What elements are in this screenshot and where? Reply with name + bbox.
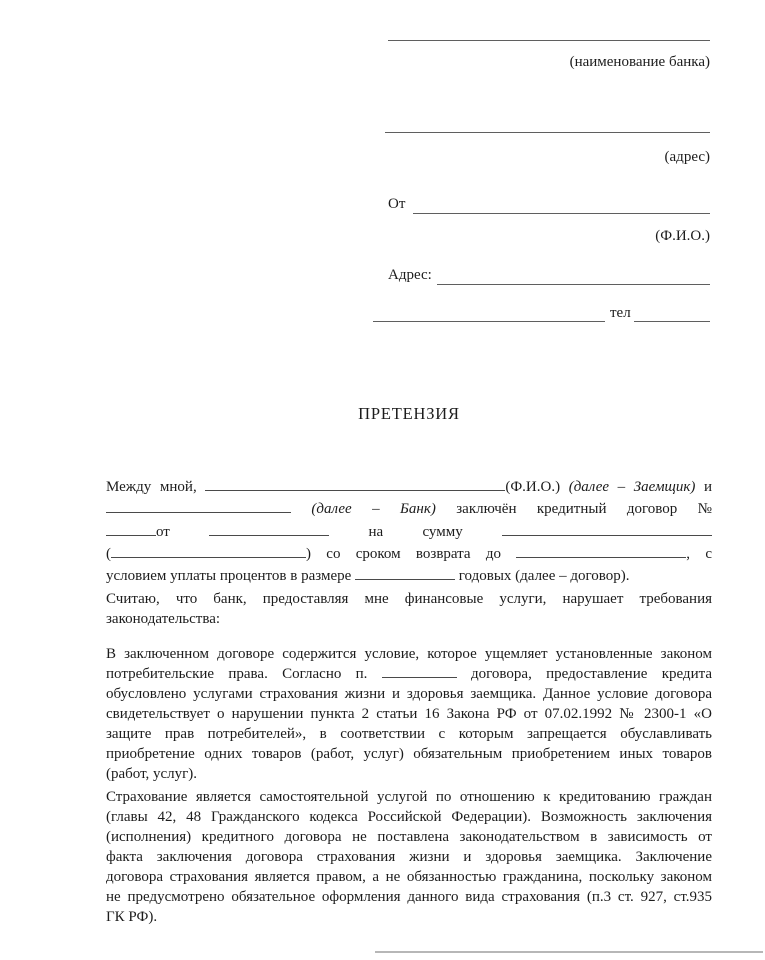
text-line — [106, 609, 712, 629]
blank-underline — [111, 544, 306, 558]
text-segment: заключён кредитный договор № — [456, 501, 712, 518]
text-line — [106, 565, 712, 587]
blank-underline — [382, 664, 457, 678]
text-segment: договора страхования является правом, а не обязанностью гражданина, поскольку законом — [106, 869, 712, 885]
text-segment: на сумму — [368, 523, 463, 540]
text-segment: не предусмотрено обязательное оформления данного вида страхования (п.3 ст. 927, ст.935 — [106, 889, 712, 905]
text-segment: В заключенном договоре содержится условие, которое ущемляет установленные законом — [106, 646, 712, 662]
text-segment: свидетельствует о нарушении пункта 2 статьи 16 Закона РФ от 07.02.1992 № 2300-1 «О — [106, 706, 712, 722]
text-segment: , — [686, 545, 691, 562]
fio-caption: (Ф.И.О.) — [655, 228, 710, 244]
sender-address-blank-line-2 — [373, 321, 605, 322]
text-segment: от — [156, 523, 170, 540]
blank-underline — [106, 522, 156, 536]
italic-text: (далее – Заемщик) — [568, 479, 696, 495]
phone-label: тел — [610, 305, 631, 321]
text-segment: ) — [306, 545, 311, 562]
blank-underline — [516, 544, 686, 558]
text-segment: факта заключения договора страхования жизни и здоровья заемщика. Заключение — [106, 849, 712, 865]
text-line — [106, 684, 712, 704]
text-line — [106, 787, 712, 807]
text-segment: законодательства: — [106, 611, 221, 627]
blank-underline — [106, 499, 291, 513]
text-line — [106, 543, 712, 565]
text-line — [106, 764, 712, 784]
blank-underline — [502, 522, 712, 536]
text-segment: (работ, услуг). — [106, 766, 198, 782]
text-segment: потребительские права. Согласно п. — [106, 666, 368, 682]
text-segment: со сроком возврата до — [326, 545, 501, 562]
text-line — [106, 521, 712, 543]
from-blank-line — [413, 213, 710, 214]
text-segment: Страхование является самостоятельной услугой по отношению к кредитованию граждан — [106, 789, 712, 805]
text-segment: защите прав потребителей», в соответствии с которым запрещается обуславливать — [106, 726, 712, 742]
text-line — [106, 744, 712, 764]
text-segment: ( — [106, 545, 111, 562]
text-segment: условием уплаты процентов в размере — [106, 568, 352, 585]
bank-name-blank-line — [388, 40, 710, 41]
text-line — [106, 498, 712, 520]
text-segment: ГК РФ). — [106, 909, 158, 925]
page-bottom-partial-line — [375, 951, 763, 953]
text-segment: обусловлено услугами страхования жизни и здоровья заемщика. Данное условие договора — [106, 686, 712, 702]
text-segment: годовых (далее – договор). — [458, 568, 630, 585]
text-line — [106, 867, 712, 887]
text-line — [106, 589, 712, 609]
text-segment: Между мной, — [106, 479, 197, 495]
text-segment: договора, предоставление кредита — [471, 666, 712, 682]
bank-address-caption: (адрес) — [664, 149, 710, 165]
sender-address-blank-line — [437, 284, 710, 285]
text-line — [106, 476, 712, 498]
text-line — [106, 724, 712, 744]
text-segment: с — [705, 545, 713, 562]
blank-underline — [355, 566, 455, 580]
text-line — [106, 644, 712, 664]
bank-address-blank-line — [385, 132, 710, 133]
text-line — [106, 827, 712, 847]
text-line — [106, 907, 712, 927]
bank-name-caption: (наименование банка) — [569, 54, 710, 70]
text-segment: (Ф.И.О.) — [505, 479, 561, 495]
text-segment: (главы 42, 48 Гражданского кодекса Российской Федерации). Возможность заключения — [106, 809, 712, 825]
blank-underline — [205, 477, 505, 491]
from-label: От — [388, 196, 406, 212]
document-title: ПРЕТЕНЗИЯ — [358, 404, 460, 423]
text-segment: и — [704, 479, 713, 495]
blank-underline — [209, 522, 329, 536]
text-segment: (исполнения) кредитного договора не поставлена законодательством в зависимость от — [106, 829, 712, 845]
italic-text: (далее – Банк) — [311, 501, 436, 518]
paragraph-3 — [106, 644, 712, 784]
phone-blank-line — [634, 321, 710, 322]
text-segment: Считаю, что банк, предоставляя мне финансовые услуги, нарушает требования — [106, 591, 712, 607]
paragraph-4 — [106, 787, 712, 927]
text-segment: приобретение одних товаров (работ, услуг) обязательным приобретением иных товаров — [106, 746, 712, 762]
sender-address-label: Адрес: — [388, 267, 432, 283]
paragraph-1 — [106, 476, 712, 587]
paragraph-2 — [106, 589, 712, 629]
text-line — [106, 807, 712, 827]
text-line — [106, 887, 712, 907]
text-line — [106, 664, 712, 684]
text-line — [106, 704, 712, 724]
text-line — [106, 847, 712, 867]
